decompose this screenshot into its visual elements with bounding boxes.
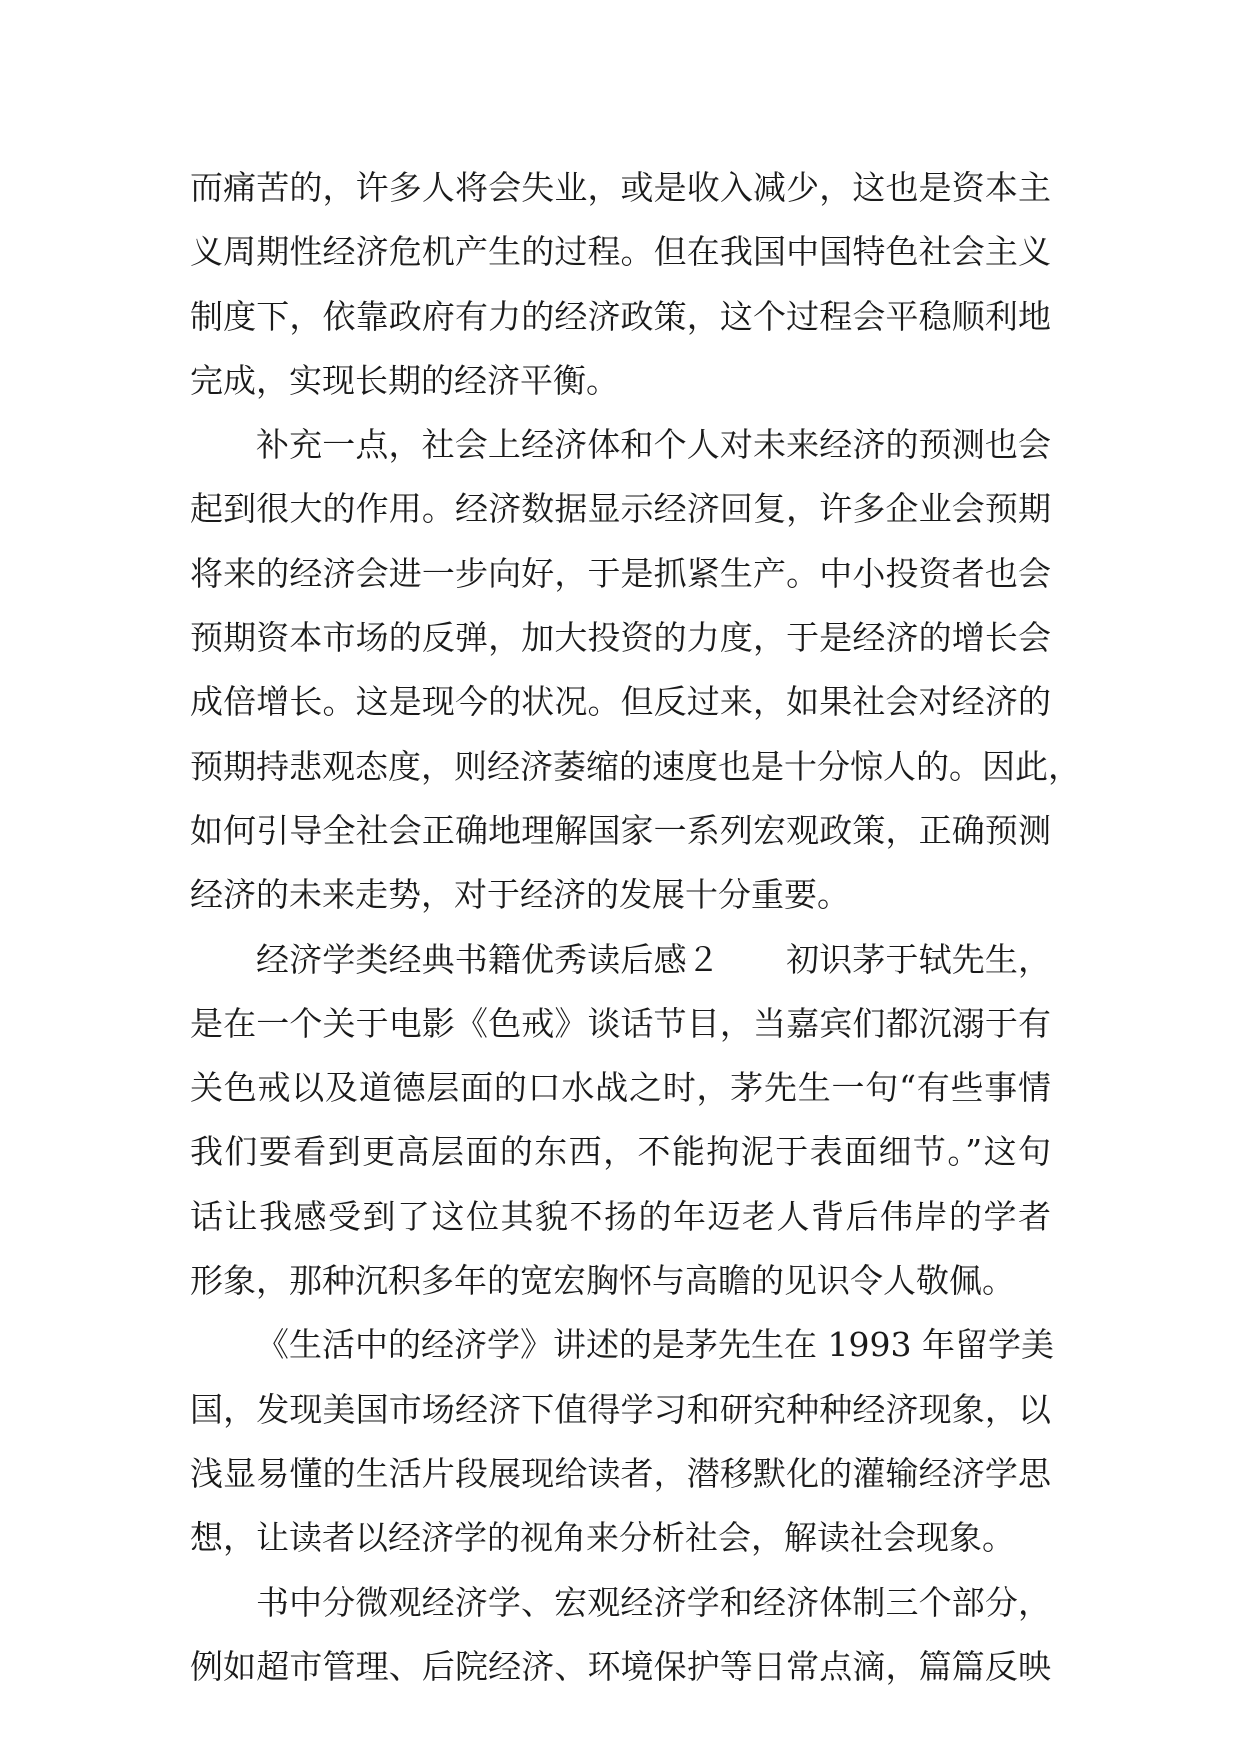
text-line: 预期持悲观态度，则经济萎缩的速度也是十分惊人的。因此，	[190, 746, 1081, 786]
text-line: 将来的经济会进一步向好，于是抓紧生产。中小投资者也会	[190, 553, 1051, 593]
text-line: 国，发现美国市场经济下值得学习和研究种种经济现象，以	[190, 1389, 1051, 1429]
text-line: 浅显易懂的生活片段展现给读者，潜移默化的灌输经济学思	[190, 1453, 1051, 1493]
text-line: 补充一点，社会上经济体和个人对未来经济的预测也会	[256, 425, 1051, 465]
text-line: 成倍增长。这是现今的状况。但反过来，如果社会对经济的	[190, 682, 1051, 722]
text-line: 经济的未来走势，对于经济的发展十分重要。	[190, 875, 850, 915]
text-line: 义周期性经济危机产生的过程。但在我国中国特色社会主义	[190, 232, 1051, 272]
text-line: 关色戒以及道德层面的口水战之时，茅先生一句“有些事情	[190, 1068, 1051, 1108]
text-line: 我们要看到更高层面的东西，不能拘泥于表面细节。”这句	[190, 1132, 1051, 1172]
text-line: 想，让读者以经济学的视角来分析社会，解读社会现象。	[190, 1518, 1015, 1558]
text-line: 完成，实现长期的经济平衡。	[190, 360, 619, 400]
text-line: 而痛苦的，许多人将会失业，或是收入减少，这也是资本主	[190, 168, 1051, 207]
body-text	[190, 156, 1081, 1699]
text-line: 书中分微观经济学、宏观经济学和经济体制三个部分，	[256, 1582, 1051, 1622]
text-line: 起到很大的作用。经济数据显示经济回复，许多企业会预期	[190, 489, 1051, 529]
text-line: 话让我感受到了这位其貌不扬的年迈老人背后伟岸的学者	[190, 1196, 1051, 1236]
text-line: 预期资本市场的反弹，加大投资的力度，于是经济的增长会	[190, 618, 1051, 658]
text-line: 是在一个关于电影《色戒》谈话节目，当嘉宾们都沉溺于有	[190, 1003, 1051, 1043]
text-line: 制度下，依靠政府有力的经济政策，这个过程会平稳顺利地	[190, 296, 1051, 336]
text-line: 形象，那种沉积多年的宽宏胸怀与高瞻的见识令人敬佩。	[190, 1261, 1015, 1301]
text-line: 《生活中的经济学》讲述的是茅先生在 1993 年留学美	[256, 1325, 1054, 1365]
text-line: 例如超市管理、后院经济、环境保护等日常点滴，篇篇反映	[190, 1646, 1051, 1686]
text-line: 经济学类经典书籍优秀读后感２ 初识茅于轼先生，	[256, 939, 1051, 979]
text-line: 如何引导全社会正确地理解国家一系列宏观政策，正确预测	[190, 810, 1051, 850]
